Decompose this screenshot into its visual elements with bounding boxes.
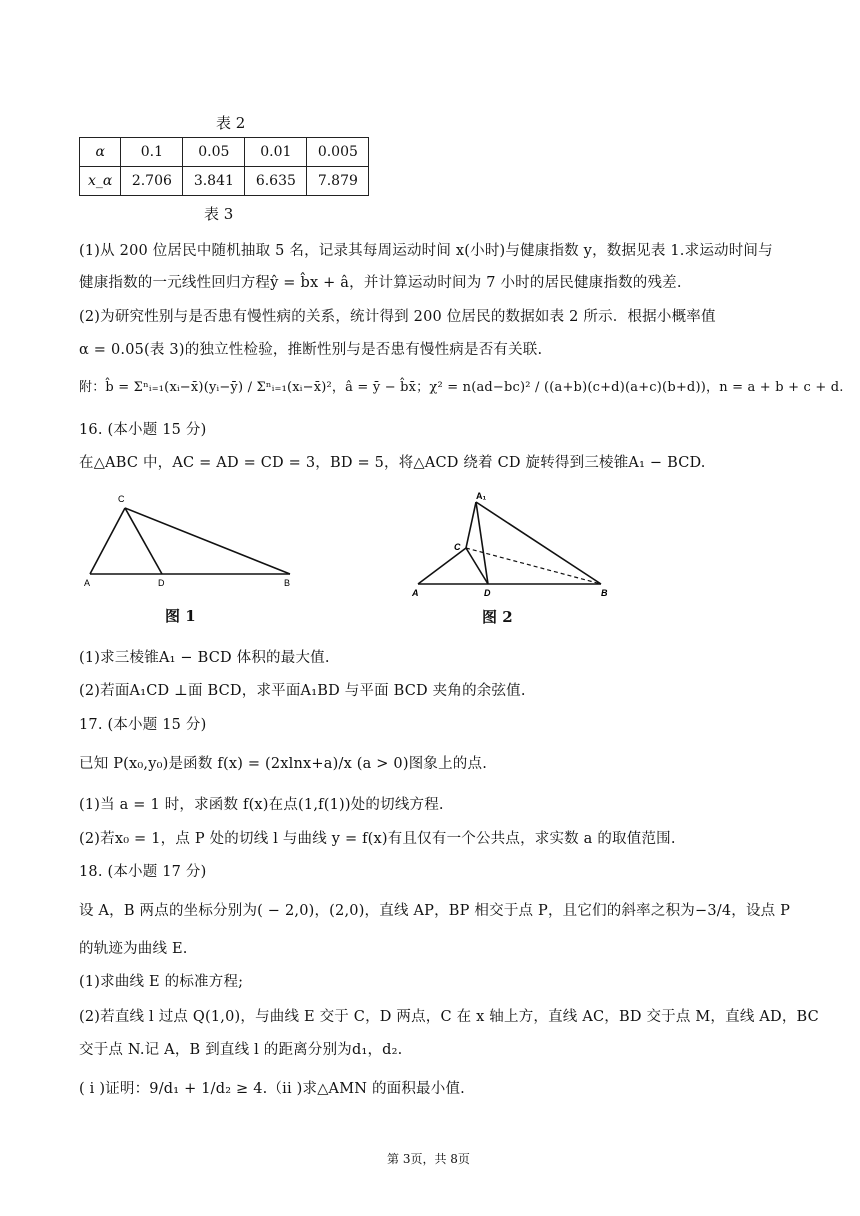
segment-cd xyxy=(125,508,162,574)
segment-ac xyxy=(90,508,125,574)
point-label-d: D xyxy=(484,588,491,598)
text-line: (1)求曲线 E 的标准方程; xyxy=(79,974,244,990)
figure-1-caption: 图 1 xyxy=(165,607,196,625)
segment-a1c xyxy=(466,502,476,548)
table-cell: 3.841 xyxy=(183,167,245,196)
section-heading: 18. (本小题 17 分) xyxy=(79,864,207,880)
text-line: (2)若面A₁CD ⊥面 BCD，求平面A₁BD 与平面 BCD 夹角的余弦值. xyxy=(79,683,526,699)
segment-a1d xyxy=(476,502,488,584)
table-cell: 7.879 xyxy=(307,167,369,196)
text-line: 在△ABC 中，AC = AD = CD = 3，BD = 5，将△ACD 绕着 CD 旋转得到三棱锥A₁ − BCD. xyxy=(79,455,706,471)
table-cell: 0.1 xyxy=(121,138,183,167)
point-label-a1: A₁ xyxy=(476,491,487,501)
critical-value-table xyxy=(79,137,369,196)
text-line: (2)若直线 l 过点 Q(1,0)，与曲线 E 交于 C，D 两点，C 在 x 轴上方，直线 AC，BD 交于点 M，直线 AD，BC xyxy=(79,1009,819,1025)
text-line: 已知 P(x₀,y₀)是函数 f(x) = (2xlnx+a)/x (a > 0)图象上的点. xyxy=(79,756,488,772)
segment-cb-hidden xyxy=(466,548,601,584)
table-cell: x_α xyxy=(80,167,121,196)
segment-cb xyxy=(125,508,290,574)
table-cell: 2.706 xyxy=(121,167,183,196)
section-heading: 17. (本小题 15 分) xyxy=(79,717,207,733)
text-line: 设 A，B 两点的坐标分别为( − 2,0)，(2,0)，直线 AP，BP 相交于点 P，且它们的斜率之积为−3/4，设点 P xyxy=(79,903,791,919)
segment-ac xyxy=(418,548,466,584)
table-cell: 0.01 xyxy=(245,138,307,167)
text-line: (1)从 200 位居民中随机抽取 5 名，记录其每周运动时间 x(小时)与健康指数 y，数据见表 1.求运动时间与 xyxy=(79,243,773,259)
text-line: 健康指数的一元线性回归方程ŷ = b̂x + â，并计算运动时间为 7 小时的居民健康指数的残差. xyxy=(79,275,682,291)
table-row xyxy=(80,138,369,167)
table-cell: α xyxy=(80,138,121,167)
point-label-a: A xyxy=(84,578,91,588)
table-2-caption: 表 2 xyxy=(216,114,246,132)
point-label-b: B xyxy=(601,588,608,598)
table-3-caption: 表 3 xyxy=(204,205,234,223)
text-line: 的轨迹为曲线 E. xyxy=(79,941,188,957)
figure-1-diagram xyxy=(80,490,300,590)
table-row xyxy=(80,167,369,196)
point-label-c: C xyxy=(118,494,125,504)
table-cell: 6.635 xyxy=(245,167,307,196)
text-line: (2)若x₀ = 1，点 P 处的切线 l 与曲线 y = f(x)有且仅有一个公共点，求实数 a 的取值范围. xyxy=(79,831,676,847)
point-label-d: D xyxy=(158,578,165,588)
text-line: α = 0.05(表 3)的独立性检验，推断性别与是否患有慢性病是否有关联. xyxy=(79,342,543,358)
point-label-c: C xyxy=(454,542,461,552)
text-line: ( i )证明：9/d₁ + 1/d₂ ≥ 4.（ii )求△AMN 的面积最小值. xyxy=(79,1081,465,1097)
figure-2-caption: 图 2 xyxy=(482,608,513,626)
text-line: (2)为研究性别与是否患有慢性病的关系，统计得到 200 位居民的数据如表 2 所示．根据小概率值 xyxy=(79,309,716,325)
section-heading: 16. (本小题 15 分) xyxy=(79,422,207,438)
figure-2-diagram xyxy=(408,488,613,598)
segment-a1b xyxy=(476,502,601,584)
formula-line: 附：b̂ = Σⁿᵢ₌₁(xᵢ−x̄)(yᵢ−ȳ) / Σⁿᵢ₌₁(xᵢ−x̄)²，â = ȳ − b̂x̄；χ² = n(ad−bc)² / ((a+b)(c+d)(a+c)(b+d))，n = a + b + c + d. xyxy=(79,380,844,395)
text-line: 交于点 N.记 A，B 到直线 l 的距离分别为d₁，d₂. xyxy=(79,1042,403,1058)
page-footer: 第 3页，共 8页 xyxy=(387,1152,470,1166)
point-label-b: B xyxy=(284,578,291,588)
point-label-a: A xyxy=(412,588,419,598)
table-cell: 0.005 xyxy=(307,138,369,167)
text-line: (1)求三棱锥A₁ − BCD 体积的最大值. xyxy=(79,650,330,666)
text-line: (1)当 a = 1 时，求函数 f(x)在点(1,f(1))处的切线方程. xyxy=(79,797,444,813)
table-cell: 0.05 xyxy=(183,138,245,167)
